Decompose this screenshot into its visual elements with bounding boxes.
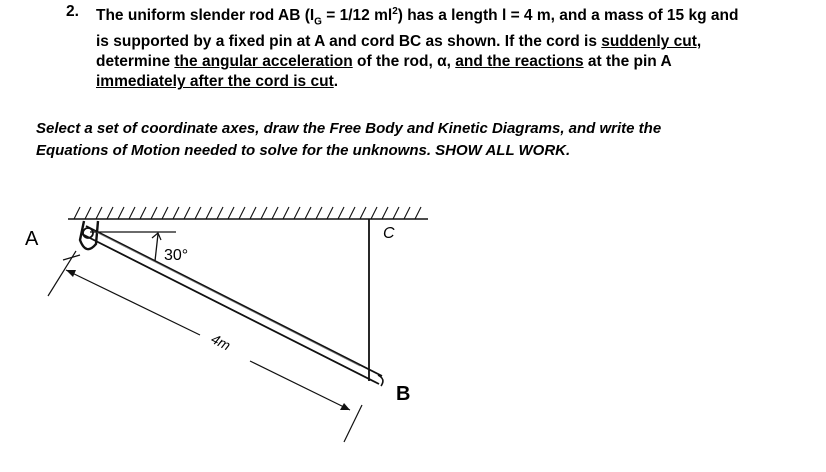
hatch-mark: [140, 207, 146, 219]
hatch-mark: [316, 207, 322, 219]
label-b: B: [396, 383, 411, 405]
problem-line-2: is supported by a fixed pin at A and cord BC as shown. If the cord is suddenly cut,: [96, 33, 702, 51]
instructions-line-2: Equations of Motion needed to solve for the unknowns. SHOW ALL WORK.: [36, 142, 571, 159]
hatch-mark: [74, 207, 80, 219]
hatch-mark: [217, 207, 223, 219]
hatch-mark: [327, 207, 333, 219]
problem-line-1: The uniform slender rod AB ($I_G = 1/12$ $ml^2$) has a length l = 4 m, and a mass of 15 kg and: [96, 6, 739, 28]
hatch-mark: [239, 207, 245, 219]
hatch-mark: [228, 207, 234, 219]
hatch-mark: [415, 207, 421, 219]
hatch-mark: [195, 207, 201, 219]
hatch-mark: [294, 207, 300, 219]
label-a: A: [25, 228, 39, 250]
length-dimension: [48, 251, 362, 442]
hatch-mark: [283, 207, 289, 219]
hatch-mark: [206, 207, 212, 219]
hatch-mark: [173, 207, 179, 219]
hatch-mark: [85, 207, 91, 219]
hatch-mark: [151, 207, 157, 219]
hatch-mark: [261, 207, 267, 219]
hatch-mark: [404, 207, 410, 219]
problem-line-3: determine the angular acceleration of the rod, α, and the reactions at the pin A: [96, 53, 672, 71]
hatch-mark: [162, 207, 168, 219]
hatch-mark: [250, 207, 256, 219]
hatch-mark: [360, 207, 366, 219]
hatch-mark: [393, 207, 399, 219]
hatch-mark: [371, 207, 377, 219]
hatch-mark: [382, 207, 388, 219]
instructions-line-1: Select a set of coordinate axes, draw the Free Body and Kinetic Diagrams, and write the: [36, 120, 662, 137]
length-label: 4m: [208, 330, 234, 354]
hatch-mark: [129, 207, 135, 219]
hatch-mark: [107, 207, 113, 219]
angle-arrow: [152, 233, 161, 240]
hatch-mark: [272, 207, 278, 219]
problem-number: 2.: [66, 3, 79, 20]
hatch-mark: [184, 207, 190, 219]
hatch-mark: [118, 207, 124, 219]
label-c: C: [383, 225, 395, 242]
ceiling-hatching: [74, 207, 421, 219]
angle-arc: [155, 234, 158, 261]
problem-line-4: immediately after the cord is cut.: [96, 73, 339, 91]
hatch-mark: [96, 207, 102, 219]
hatch-mark: [305, 207, 311, 219]
hatch-mark: [338, 207, 344, 219]
hatch-mark: [349, 207, 355, 219]
angle-label: 30°: [164, 247, 189, 264]
rod-ab: [82, 226, 382, 384]
